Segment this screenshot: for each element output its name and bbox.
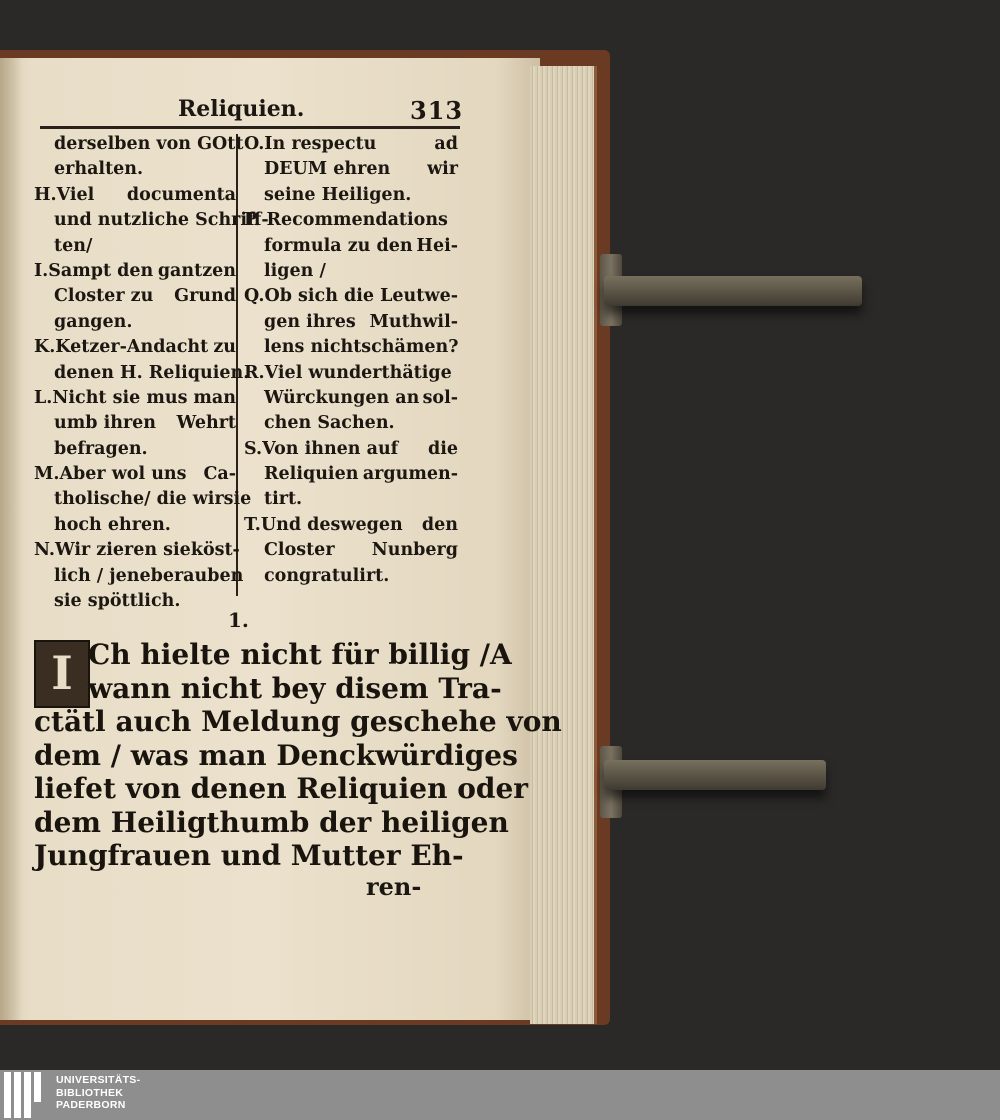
summary-line-start: I.Sampt den [34,260,154,281]
summary-line [244,538,458,563]
summary-line-start: gangen. [54,311,133,332]
summary-line-start: und nutzliche Schriff- [54,210,269,231]
header-rule [40,126,460,129]
summary-line-start: tirt. [264,489,303,510]
body-line [34,738,518,773]
summary-line [34,513,236,538]
summary-line [244,132,458,157]
page-gutter-shadow [0,58,22,1020]
body-line-text: dem Heiligthumb der heiligen [34,805,509,839]
summary-line [34,538,240,563]
summary-line-start: befragen. [54,438,148,459]
library-footer-bar [0,1070,1000,1120]
summary-line-start: N.Wir zieren sie [34,540,191,561]
summary-line-start: formula zu den [264,235,413,256]
summary-line [34,564,244,589]
summary-line-start: Reliquien [264,464,359,485]
body-text [34,638,562,873]
summary-line [34,259,236,284]
summary-line-start: hoch ehren. [54,514,171,535]
summary-line-end: argumen- [362,464,458,485]
summary-line [244,361,458,386]
library-logo-icon [4,1072,50,1118]
summary-line-start: R.Viel wunderthätige [244,362,452,383]
summary-line-end: man [193,387,236,408]
summary-line-start: Closter zu [54,286,154,307]
section-number: 1. [228,608,249,632]
summary-line-start: derselben von GOtt [54,134,244,154]
summary-line [34,335,236,360]
summary-line [244,462,458,487]
page-number: 313 [410,96,464,125]
catchword: ren- [366,872,422,901]
summary-line-start: L.Nicht sie mus [34,387,188,408]
summary-line-end: ad [434,134,458,154]
summary-line-start: K.Ketzer-Andacht [34,337,209,358]
summary-line [244,437,458,462]
summary-line-start: M.Aber wol uns [34,464,187,485]
body-line-text: dem / was man Denckwürdiges [34,738,518,772]
summary-line [244,183,458,208]
summary-line-start: seine Heiligen. [264,184,412,205]
summary-line [244,259,458,284]
summary-line-start: umb ihren [54,413,157,434]
body-line-text: wann nicht bey disem Tra- [88,671,502,705]
body-line-text: liefet von denen Reliquien oder [34,772,529,805]
summary-line [244,234,458,259]
summary-line-end: documenta [126,184,236,205]
body-line [34,772,529,806]
decorated-initial: I [34,640,90,708]
summary-line [34,183,236,208]
summary-left-column [34,132,269,614]
summary-line [34,208,269,233]
summary-line-end: Hei- [416,235,458,256]
summary-line [244,386,458,411]
library-name-line-2: BIBLIOTHEK [56,1086,124,1099]
summary-line-start: denen H. Reliquien. [54,362,250,383]
summary-line [244,284,458,309]
library-name-line-1: UNIVERSITÄTS- [56,1074,141,1086]
summary-line [34,437,236,462]
summary-line-start: Würckungen an [264,387,420,408]
summary-line-end: we- [424,286,458,307]
summary-line-start: lich / jene [54,565,151,586]
summary-line [244,564,458,589]
summary-line-start: Q.Ob sich die Leut [244,286,425,307]
summary-line [244,487,458,512]
summary-line-start: tholische/ die wir [54,489,224,510]
summary-line-end: sol- [422,387,458,408]
summary-line [34,132,244,157]
summary-line [34,386,236,411]
summary-line-start: ten/ [54,235,93,256]
summary-line [34,411,236,436]
body-line-text: ctätl auch Meldung geschehe von [34,705,562,738]
summary-line-start: ligen / [264,260,326,281]
summary-line-end: zu [213,337,236,358]
summary-line-end: die [427,438,458,459]
summary-line [34,487,252,512]
summary-line-end: Wehrt [176,413,236,434]
body-line [34,638,512,672]
summary-line-start: Closter [264,540,335,561]
summary-line-start: P. Recommendations [244,210,448,231]
summary-line-start: chen Sachen. [264,413,395,434]
body-line-text: Ch hielte nicht für billig / [88,638,490,671]
summary-line-start: S.Von ihnen auf [244,438,399,459]
summary-line-start: H.Viel [34,184,95,205]
summary-line [34,310,236,335]
summary-line [34,589,236,614]
lower-clasp [604,760,826,790]
summary-line-start: erhalten. [54,159,144,180]
summary-line-end: schämen? [361,337,459,358]
summary-line [34,234,236,259]
summary-line [34,157,236,182]
summary-line [34,361,250,386]
summary-line-end: sie [223,489,252,510]
summary-line [34,284,236,309]
library-name-line-3: PADERBORN [56,1099,126,1111]
summary-line-end: Grund [174,286,236,307]
summary-line [244,208,458,233]
summary-line-end: gantzen [157,260,236,281]
page-fore-edge [530,66,597,1024]
summary-line [244,310,458,335]
summary-line-end: Muthwil- [369,311,458,332]
summary-line-start: O.In respectu [244,134,377,154]
upper-clasp [604,276,862,306]
summary-line-start: gen ihres [264,311,356,332]
summary-line-start: T.Und deswegen [244,514,403,535]
summary-line-start: DEUM ehren [264,159,391,180]
summary-line [244,335,458,360]
body-line [34,805,509,840]
body-line [34,839,464,873]
body-line [34,671,502,706]
summary-line-start: sie spöttlich. [54,591,181,612]
summary-line-start: lens nicht [264,337,362,358]
summary-line [244,157,458,182]
summary-line [244,411,458,436]
summary-line-end: Nunberg [371,540,458,561]
summary-right-column [244,132,458,589]
body-line [34,705,562,739]
summary-line-end: Ca- [203,464,236,485]
summary-line [244,513,458,538]
summary-line-end: köst- [190,540,240,561]
summary-line-end: wir [427,159,458,180]
summary-line-start: congratulirt. [264,565,390,586]
running-head: Reliquien. [178,96,305,122]
margin-letter: A [490,638,512,671]
library-name [56,1074,140,1112]
summary-line-end: den [421,514,458,535]
summary-line-end: berauben [150,565,244,586]
summary-line [34,462,236,487]
body-line-text: Jungfrauen und Mutter Eh- [34,839,464,872]
